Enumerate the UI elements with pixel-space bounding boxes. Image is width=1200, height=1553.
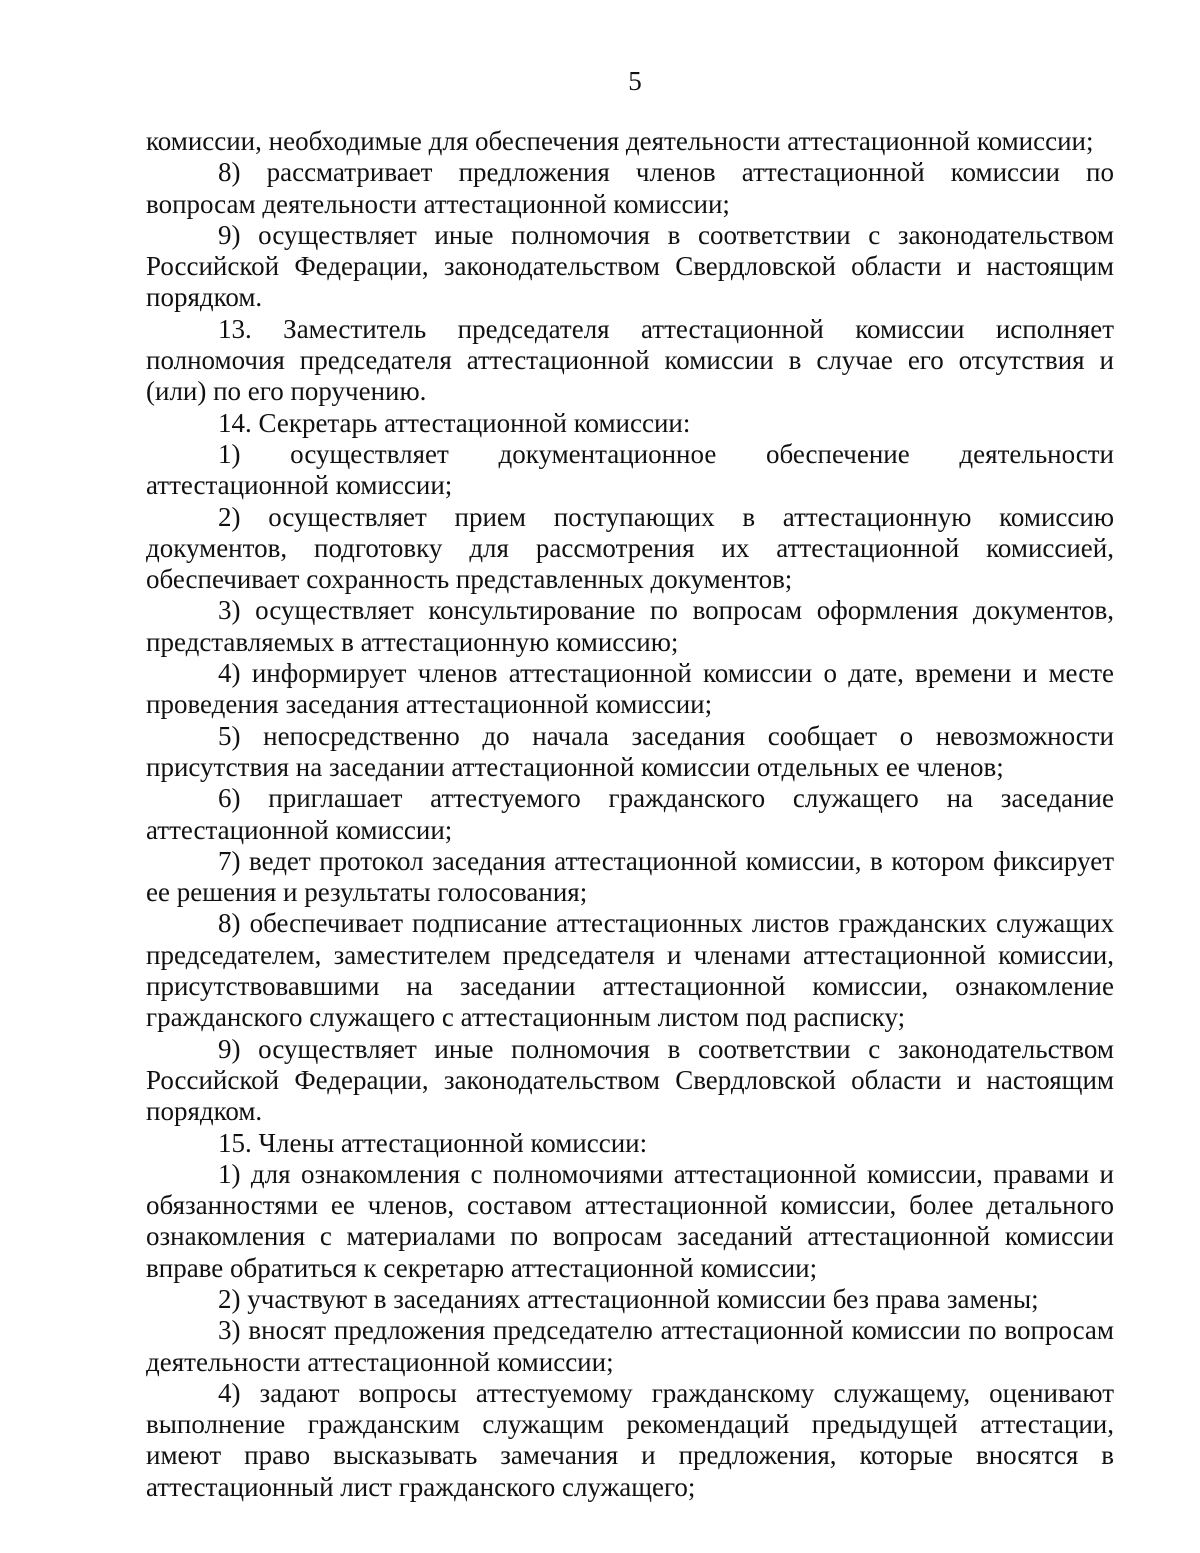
paragraph-15-item-2: 2) участвуют в заседаниях аттестационной комиссии без права замены; [218, 1283, 1039, 1314]
paragraph-14-item-3: 3) осуществляет консультирование по вопросам оформления документов, представляемых в аттестационную комиссию; [146, 595, 1114, 657]
paragraph-item-8: 8) рассматривает предложения членов аттестационной комиссии по вопросам деятельности аттестационной комиссии; [146, 157, 1114, 219]
paragraph-14-item-6: 6) приглашает аттестуемого гражданского служащего на заседание аттестационной комиссии; [146, 783, 1114, 845]
paragraph-15-item-1: 1) для ознакомления с полномочиями аттестационной комиссии, правами и обязанностями ее членов, составом аттестационной комиссии, более детального ознакомления с материалами по вопросам заседаний аттестационной комиссии вправе обратиться к секретарю аттестационной комиссии; [146, 1158, 1114, 1283]
paragraph-section-15: 15. Члены аттестационной комиссии: [218, 1127, 648, 1158]
paragraph-14-item-1: 1) осуществляет документационное обеспечение деятельности аттестационной комиссии; [146, 438, 1114, 501]
paragraph-14-item-4: 4) информирует членов аттестационной комиссии о дате, времени и месте проведения заседания аттестационной комиссии; [146, 658, 1114, 720]
paragraph-15-item-4: 4) задают вопросы аттестуемому гражданскому служащему, оценивают выполнение гражданским служащим рекомендаций предыдущей аттестации, имеют право высказывать замечания и предложения, которые вносятся в аттестационный лист гражданского служащего; [146, 1377, 1114, 1502]
paragraph-14-item-5: 5) непосредственно до начала заседания сообщает о невозможности присутствия на заседании аттестационной комиссии отдельных ее членов; [146, 720, 1114, 782]
page-number: 5 [628, 66, 642, 96]
paragraph-section-14: 14. Секретарь аттестационной комиссии: [218, 407, 691, 438]
paragraph-section-13: 13. Заместитель председателя аттестационной комиссии исполняет полномочия председателя аттестационной комиссии в случае его отсутствия и (или) по его поручению. [146, 313, 1114, 407]
paragraph-14-item-2: 2) осуществляет прием поступающих в аттестационную комиссию документов, подготовку для рассмотрения их аттестационной комиссией, обеспечивает сохранность представленных документов; [146, 501, 1114, 595]
paragraph-14-item-7: 7) ведет протокол заседания аттестационной комиссии, в котором фиксирует ее решения и результаты голосования; [146, 845, 1114, 908]
paragraph-14-item-8: 8) обеспечивает подписание аттестационных листов гражданских служащих председателем, заместителем председателя и членами аттестационной комиссии, присутствовавшими на заседании аттестационной комиссии, ознакомление гражданского служащего с аттестационным листом под расписку; [146, 908, 1114, 1033]
paragraph-continuation: комиссии, необходимые для обеспечения деятельности аттестационной комиссии; [146, 126, 1094, 156]
paragraph-item-9: 9) осуществляет иные полномочия в соответствии с законодательством Российской Федерации, законодательством Свердловской области и настоящим порядком. [146, 219, 1114, 313]
paragraph-14-item-9: 9) осуществляет иные полномочия в соответствии с законодательством Российской Федерации, законодательством Свердловской области и настоящим порядком. [146, 1033, 1114, 1127]
document-body [146, 126, 1114, 1503]
paragraph-15-item-3: 3) вносят предложения председателю аттестационной комиссии по вопросам деятельности аттестационной комиссии; [146, 1315, 1114, 1377]
